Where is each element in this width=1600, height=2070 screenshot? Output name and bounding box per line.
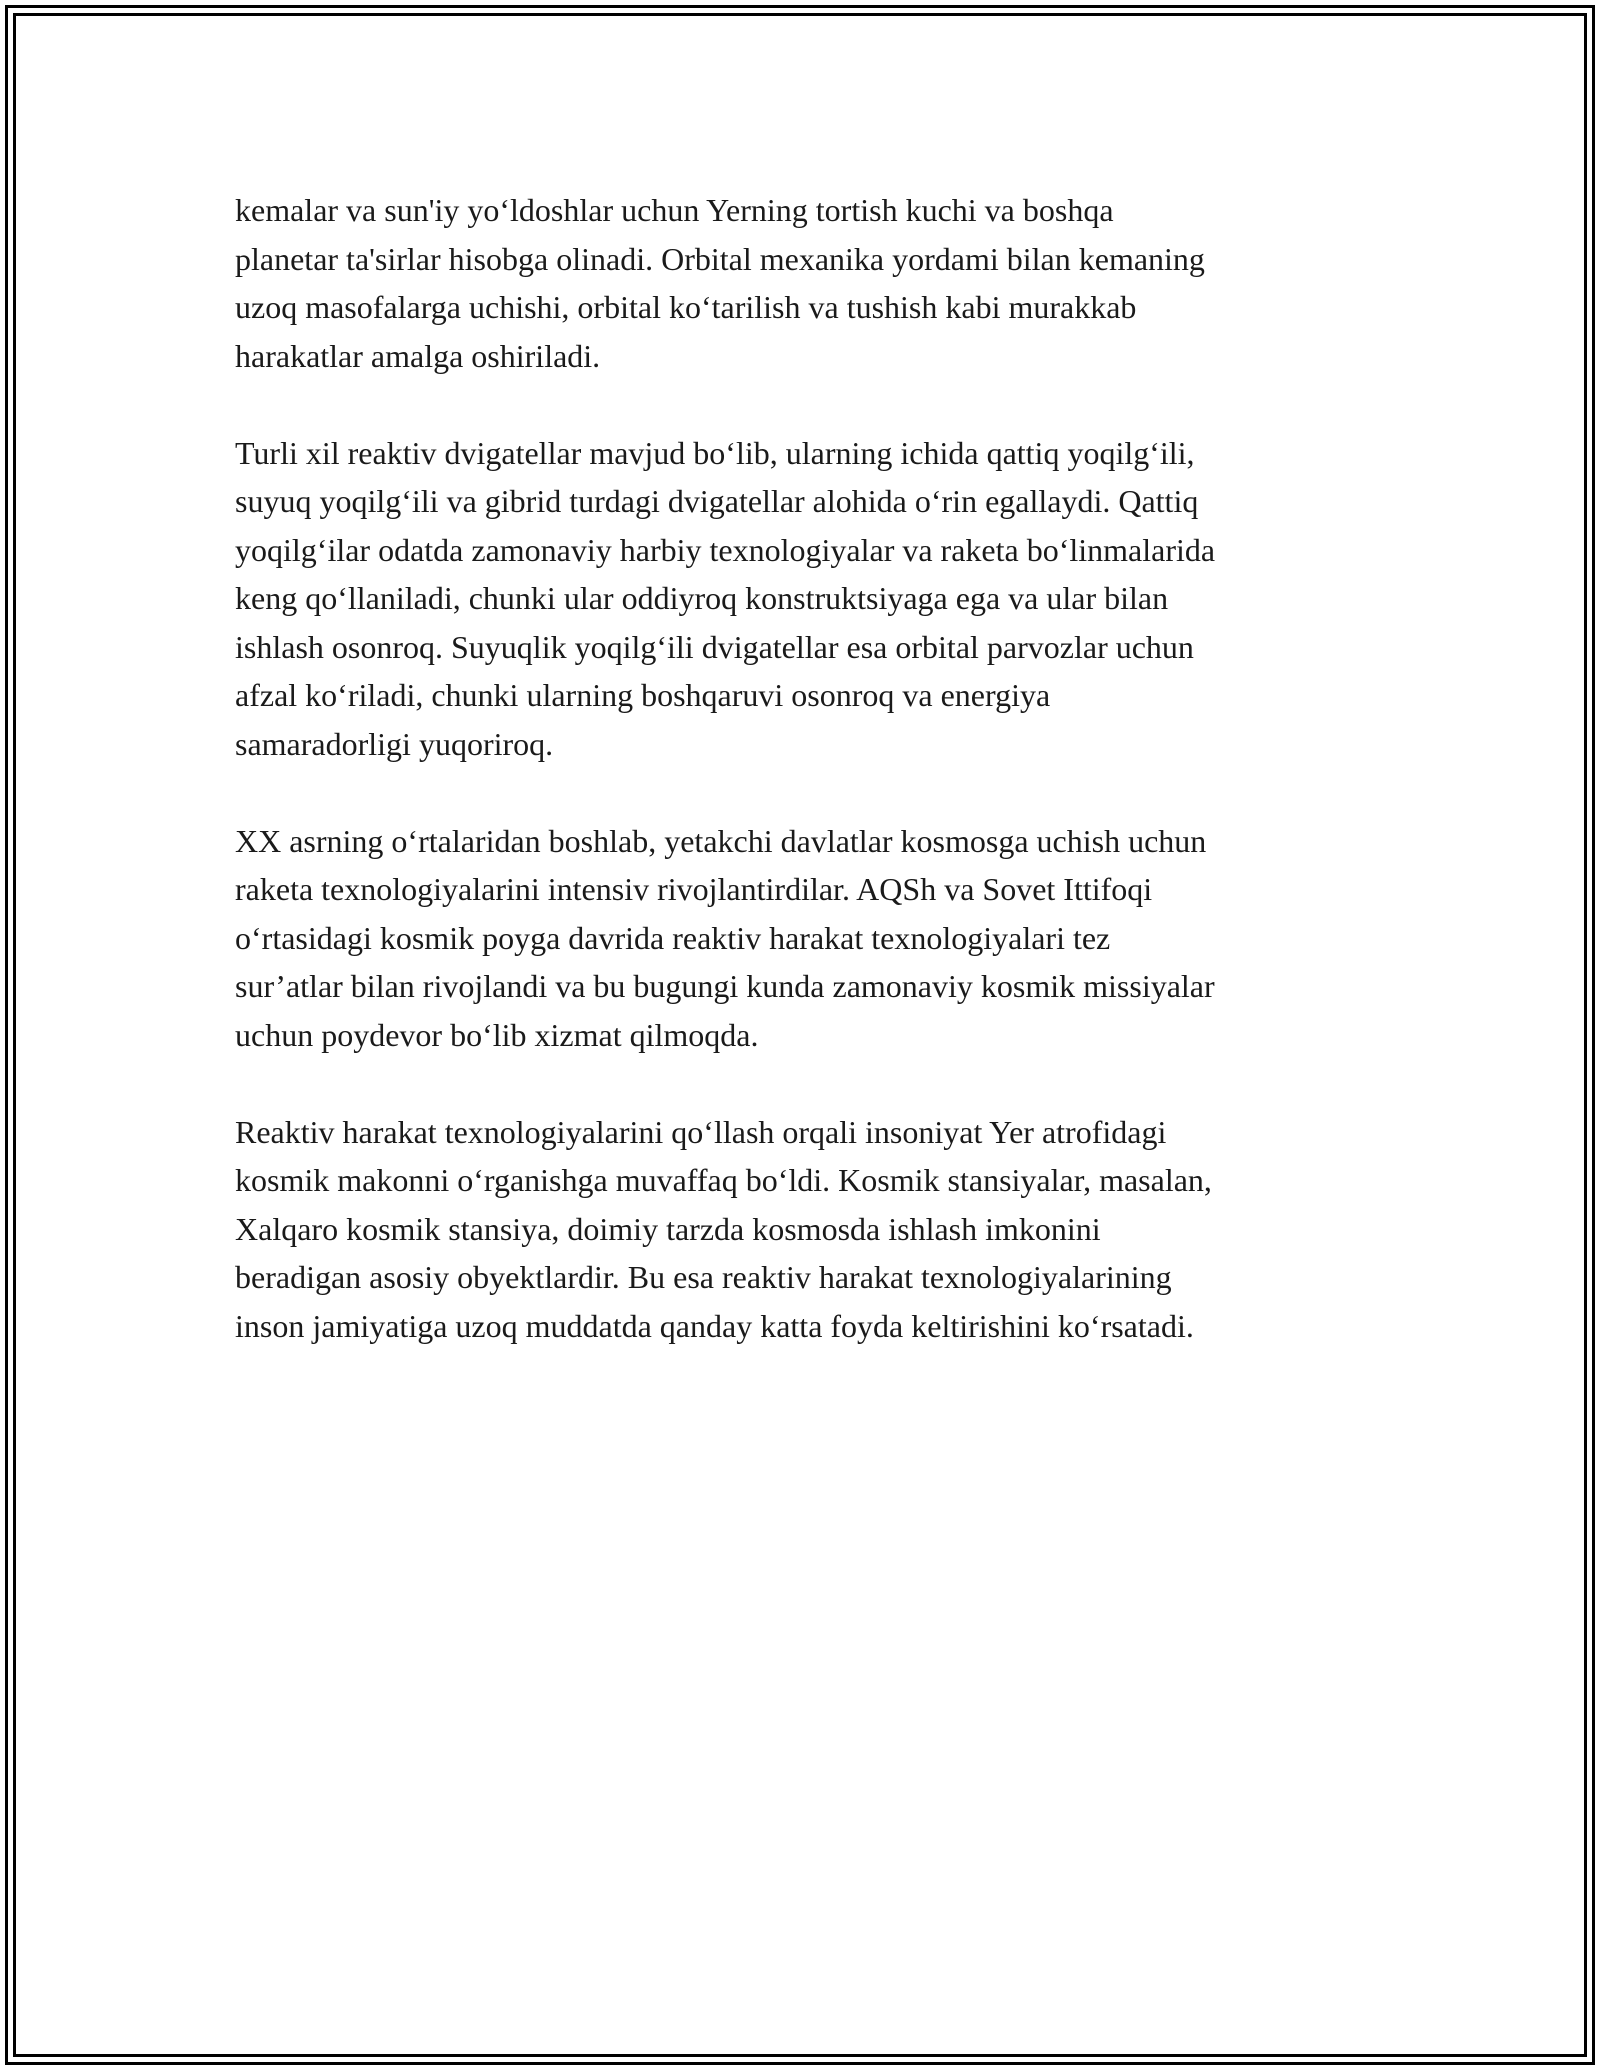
text-line: uchun poydevor bo‘lib xizmat qilmoqda. — [235, 1016, 759, 1053]
text-line: suyuq yoqilg‘ili va gibrid turdagi dvigatellar alohida o‘rin egallaydi. Qattiq — [235, 483, 1199, 519]
text-line: harakatlar amalga oshiriladi. — [235, 337, 601, 374]
text-line: ishlash osonroq. Suyuqlik yoqilg‘ili dvigatellar esa orbital parvozlar uchun — [235, 628, 1194, 665]
text-line: uzoq masofalarga uchishi, orbital ko‘tarilish va tushish kabi murakkab — [235, 289, 1137, 325]
text-line: Turli xil reaktiv dvigatellar mavjud bo‘lib, ularning ichida qattiq yoqilg‘ili, — [235, 434, 1195, 471]
paragraph-engine-types — [235, 429, 1365, 769]
text-line: raketa texnologiyalarini intensiv rivojlantirdilar. AQSh va Sovet Ittifoqi — [235, 871, 1153, 907]
document-body — [235, 186, 1365, 1399]
text-line: kosmik makonni o‘rganishga muvaffaq bo‘ldi. Kosmik stansiyalar, masalan, — [235, 1162, 1212, 1198]
paragraph-space-race — [235, 817, 1365, 1060]
text-line: keng qo‘llaniladi, chunki ular oddiyroq konstruktsiyaga ega va ular bilan — [235, 580, 1169, 616]
text-line: planetar ta'sirlar hisobga olinadi. Orbital mexanika yordami bilan kemaning — [235, 240, 1205, 277]
text-line: sur’atlar bilan rivojlandi va bu bugungi kunda zamonaviy kosmik missiyalar — [235, 968, 1215, 1004]
text-line: kemalar va sun'iy yo‘ldoshlar uchun Yerning tortish kuchi va boshqa — [235, 192, 1114, 228]
text-line: inson jamiyatiga uzoq muddatda qanday katta foyda keltirishini ko‘rsatadi. — [235, 1307, 1194, 1344]
text-line: Reaktiv harakat texnologiyalarini qo‘llash orqali insoniyat Yer atrofidagi — [235, 1113, 1167, 1150]
paragraph-space-stations — [235, 1108, 1365, 1351]
text-line: Xalqaro kosmik stansiya, doimiy tarzda kosmosda ishlash imkonini — [235, 1210, 1101, 1247]
paragraph-orbital-mechanics — [235, 186, 1365, 380]
text-line: beradigan asosiy obyektlardir. Bu esa reaktiv harakat texnologiyalarining — [235, 1259, 1172, 1295]
text-line: afzal ko‘riladi, chunki ularning boshqaruvi osonroq va energiya — [235, 677, 1051, 713]
text-line: XX asrning o‘rtalaridan boshlab, yetakchi davlatlar kosmosga uchish uchun — [235, 822, 1207, 859]
text-line: samaradorligi yuqoriroq. — [235, 725, 554, 762]
text-line: o‘rtasidagi kosmik poyga davrida reaktiv harakat texnologiyalari tez — [235, 919, 1111, 956]
text-line: yoqilg‘ilar odatda zamonaviy harbiy texnologiyalar va raketa bo‘linmalarida — [235, 531, 1216, 568]
